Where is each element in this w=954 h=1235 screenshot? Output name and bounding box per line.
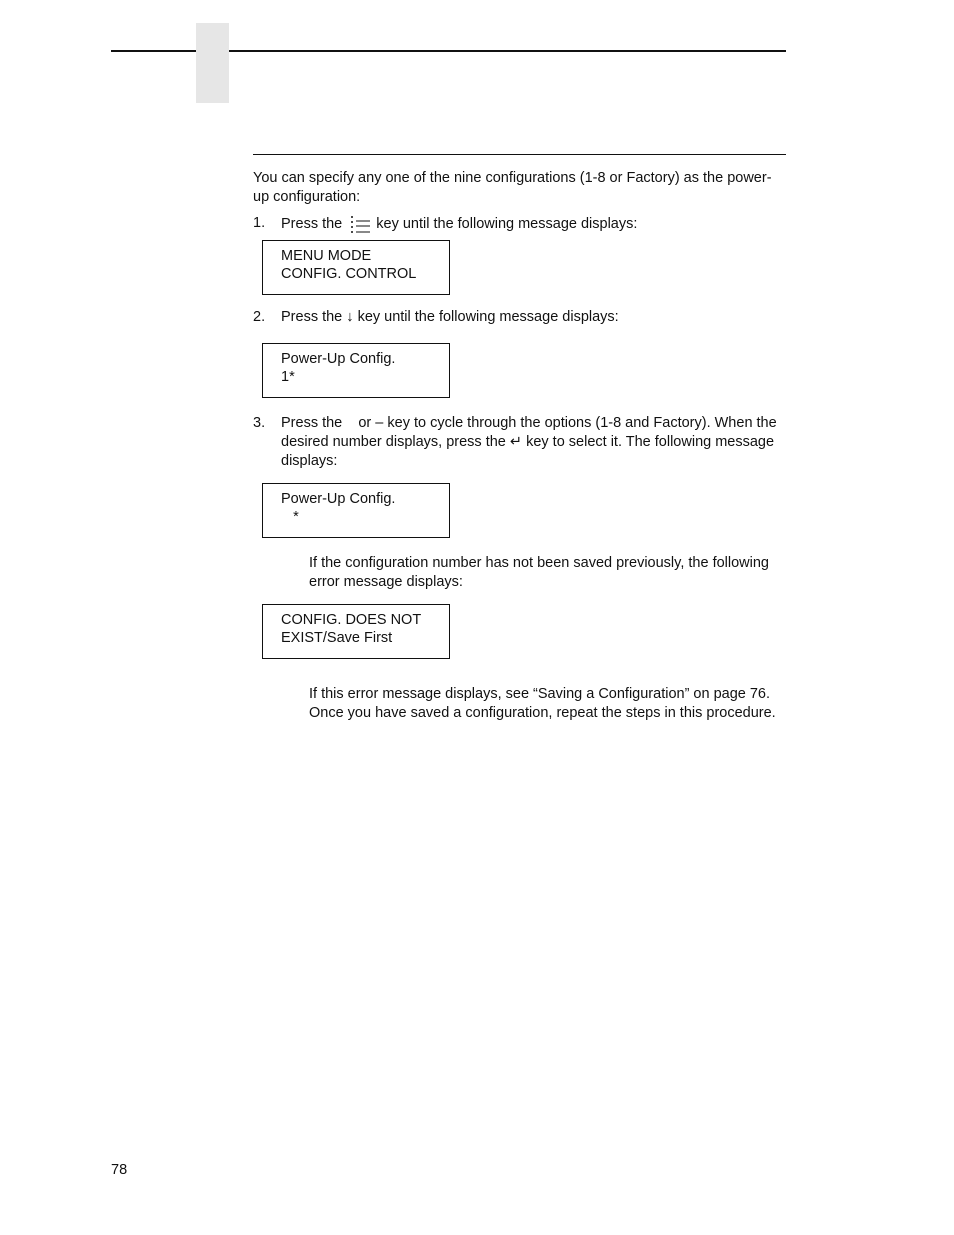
lcd-line-2: EXIST/Save First xyxy=(281,630,393,646)
step-3-part-1: Press the or xyxy=(281,415,372,431)
lcd-display-menu-mode xyxy=(262,240,450,295)
lcd-display-power-up-1 xyxy=(262,343,450,398)
lcd-line-2: * xyxy=(281,509,299,525)
lcd-line-2: CONFIG. CONTROL xyxy=(281,266,417,282)
intro-paragraph: You can specify any one of the nine configurations (1-8 or Factory) as the power-up configuration: xyxy=(253,170,772,205)
section-rule xyxy=(253,154,786,155)
lcd-line-1: MENU MODE xyxy=(281,248,372,264)
step-3-part-2: key to cycle through the options (1-8 and Factory). When the desired number displays, press the xyxy=(281,415,777,450)
down-arrow-icon: ↓ xyxy=(346,309,354,325)
step-2-text-after: key until the following message displays: xyxy=(357,309,619,325)
chapter-tab xyxy=(196,23,229,103)
step-1-number: 1. xyxy=(253,215,266,231)
lcd-line-1: Power-Up Config. xyxy=(281,491,396,507)
lcd-display-error xyxy=(262,604,450,659)
step-2-number: 2. xyxy=(253,309,266,325)
menu-key-icon xyxy=(350,214,372,240)
step-1-text xyxy=(281,214,786,240)
minus-key-icon: – xyxy=(375,415,384,431)
note-see-saving: If this error message displays, see “Saving a Configuration” on page 76. Once you have saved a configuration, repeat the steps in this procedure. xyxy=(309,686,776,721)
lcd-line-2: 1* xyxy=(281,369,295,385)
lcd-line-1: CONFIG. DOES NOT xyxy=(281,612,422,628)
step-1-text-before: Press the xyxy=(281,216,343,232)
note-not-saved: If the configuration number has not been saved previously, the following error message displays: xyxy=(309,555,769,590)
step-1-text-after: key until the following message displays: xyxy=(376,216,638,232)
step-2-text-before: Press the xyxy=(281,309,343,325)
lcd-line-1: Power-Up Config. xyxy=(281,351,396,367)
page-number: 78 xyxy=(111,1162,128,1178)
lcd-display-power-up-selected xyxy=(262,483,450,538)
step-3-text xyxy=(281,414,786,471)
step-3-number: 3. xyxy=(253,415,266,431)
step-2-text xyxy=(281,308,786,327)
enter-key-icon: ↵ xyxy=(509,434,523,450)
step-3-part-3: key to select it. The following message displays: xyxy=(281,434,775,469)
